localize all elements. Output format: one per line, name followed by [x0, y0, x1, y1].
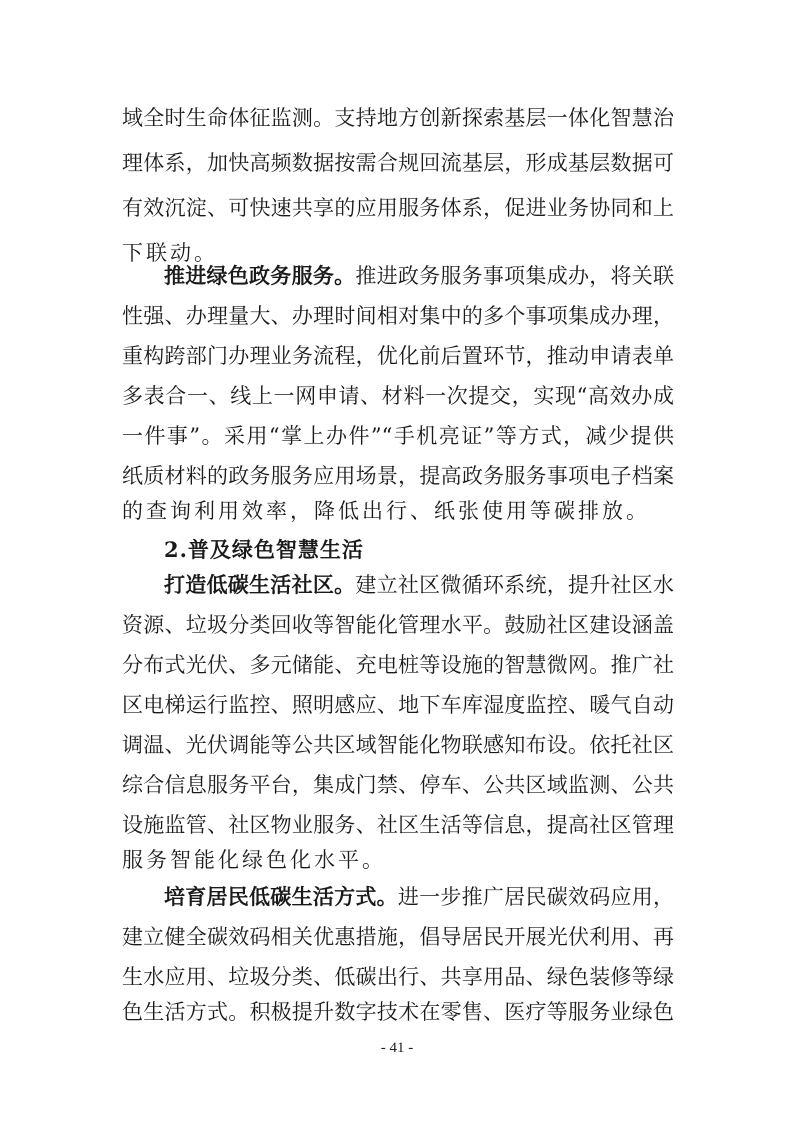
paragraph-first-line — [164, 882, 674, 912]
paragraph-lead-title: 推进绿色政务服务。 — [164, 263, 356, 288]
paragraph-lead-text: 推进政务服务事项集成办，将关联 — [355, 264, 674, 288]
paragraph-line: 理体系，加快高频数据按需合规回流基层，形成基层数据可 — [122, 151, 674, 175]
paragraph-line: 域全时生命体征监测。支持地方创新探索基层一体化智慧治 — [122, 106, 674, 130]
paragraph-line: 多表合一、线上一网申请、材料一次提交，实现“高效办成 — [122, 384, 674, 408]
paragraph-line: 区电梯运行监控、照明感应、地下车库湿度监控、暖气自动 — [122, 693, 674, 717]
paragraph-line: 有效沉淀、可快速共享的应用服务体系，促进业务协同和上 — [122, 196, 674, 220]
paragraph-lead-title: 培育居民低碳生活方式。 — [164, 884, 398, 909]
paragraph-line: 生水应用、垃圾分类、低碳出行、共享用品、绿色装修等绿 — [122, 965, 674, 989]
paragraph-first-line — [164, 570, 674, 600]
paragraph-line: 分布式光伏、多元储能、充电桩等设施的智慧微网。推广社 — [122, 653, 674, 677]
paragraph-line: 服务智能化绿色化水平。 — [122, 848, 386, 872]
page-number: - 41 - — [380, 1040, 414, 1056]
paragraph-line: 下联动。 — [122, 241, 218, 265]
paragraph-line: 纸质材料的政务服务应用场景，提高政务服务事项电子档案 — [122, 464, 674, 488]
paragraph-line: 资源、垃圾分类回收等智能化管理水平。鼓励社区建设涵盖 — [122, 613, 674, 637]
paragraph-line: 重构跨部门办理业务流程，优化前后置环节，推动申请表单 — [122, 344, 674, 368]
paragraph-line: 性强、办理量大、办理时间相对集中的多个事项集成办理， — [122, 304, 674, 328]
paragraph-lead-text: 进一步推广居民碳效码应用， — [397, 885, 674, 909]
paragraph-line: 色生活方式。积极提升数字技术在零售、医疗等服务业绿色 — [122, 1000, 674, 1024]
paragraph-lead-title: 打造低碳生活社区。 — [164, 572, 356, 597]
paragraph-first-line — [164, 261, 674, 291]
paragraph-line: 一件事”。采用“掌上办件”“手机亮证”等方式，减少提供 — [122, 424, 674, 448]
paragraph-line: 建立健全碳效码相关优惠措施，倡导居民开展光伏利用、再 — [122, 925, 674, 949]
paragraph-line: 调温、光伏调能等公共区域智能化物联感知布设。依托社区 — [122, 733, 674, 757]
paragraph-lead-text: 建立社区微循环系统，提升社区水 — [355, 573, 674, 597]
paragraph-line: 设施监管、社区物业服务、社区生活等信息，提高社区管理 — [122, 813, 674, 837]
paragraph-line: 综合信息服务平台，集成门禁、停车、公共区域监测、公共 — [122, 773, 674, 797]
paragraph-line: 的查询利用效率，降低出行、纸张使用等碳排放。 — [122, 499, 650, 523]
section-heading: 2.普及绿色智慧生活 — [164, 537, 364, 562]
